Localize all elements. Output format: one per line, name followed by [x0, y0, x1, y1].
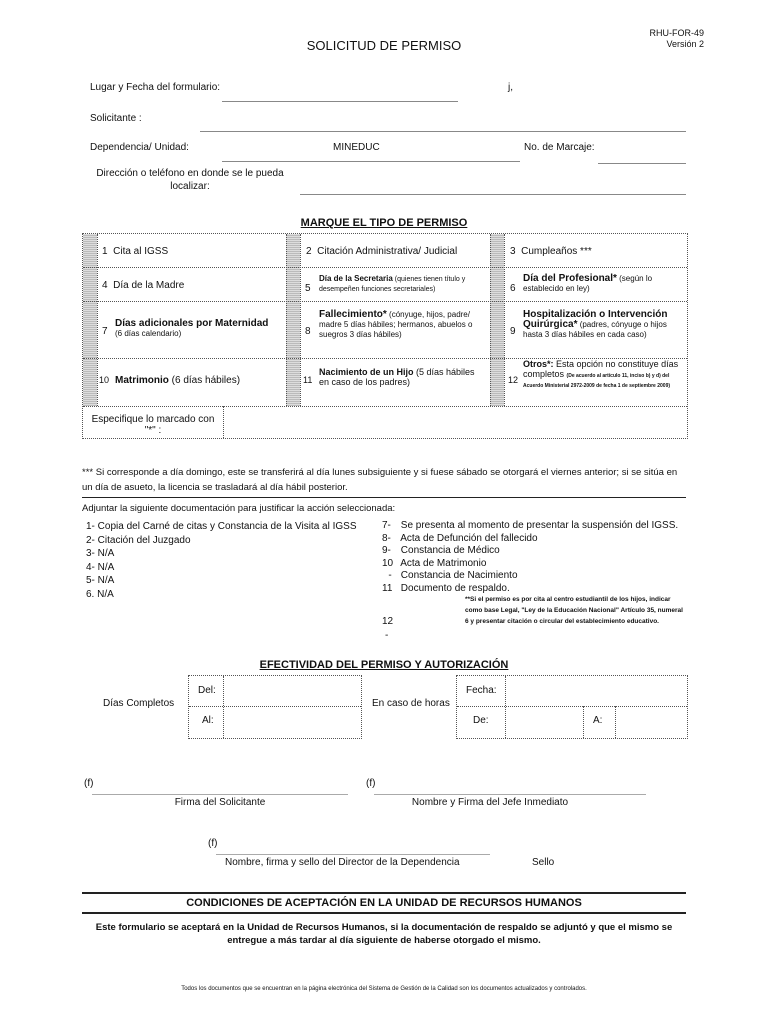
permiso-6-num: 6 [510, 283, 516, 294]
lugar-mark: j, [508, 82, 513, 93]
firma-solicitante-label: Firma del Solicitante [174, 797, 266, 808]
col-line-3 [300, 234, 301, 406]
solicitante-label: Solicitante : [90, 113, 142, 124]
col-line-4 [490, 234, 491, 406]
condiciones-text: Este formulario se aceptará en la Unidad de Recursos Humanos, si la documentación de respaldo se adjuntó y que el mismo se entregue a más tardar al día siguiente de haberse otorgado el mismo. [95, 922, 673, 946]
direccion-field[interactable] [300, 181, 686, 195]
permiso-9-bold: Hospitalización o Intervención Quirúrgica* [523, 309, 668, 330]
doc-9-num: 9- [382, 545, 391, 556]
direccion-line-2: localizar: [170, 181, 210, 192]
doc-fine-print: **Si el permiso es por cita al centro estudiantil de los hijos, indicar como base Legal, "Ley de la Educación Nacional" Artículo 35, numeral 6 y presentar citación o circular del establecimiento educativo. [465, 596, 683, 625]
doc-nacimiento-text: Constancia de Nacimiento [400, 570, 518, 581]
fecha-label: Fecha: [466, 685, 497, 696]
permiso-1-num: 1 [102, 246, 108, 257]
del-field[interactable] [225, 678, 359, 704]
marcaje-field[interactable] [598, 150, 686, 164]
permiso-5-text: (quienes tienen título y desempeñen funciones secretariales) [319, 276, 466, 293]
permiso-3-text: Cumpleaños *** [521, 246, 592, 257]
divider-top [82, 892, 686, 894]
col-line-5 [504, 234, 505, 406]
permiso-12-num: 12 [508, 375, 519, 385]
especifique-text: Especifique lo marcado con [91, 414, 215, 425]
doc-1: 1- Copia del Carné de citas y Constancia de la Visita al IGSS [86, 521, 357, 532]
permiso-7-num: 7 [102, 326, 108, 337]
permiso-8-num: 8 [305, 326, 311, 337]
permiso-1-text: Cita al IGSS [113, 246, 169, 257]
permiso-table [82, 233, 688, 439]
doc-8-num: 8- [382, 532, 391, 544]
permiso-9-text: (padres, cónyuge o hijos hasta 3 días hábiles en cada caso) [523, 320, 667, 339]
efectividad-title: EFECTIVIDAD DEL PERMISO Y AUTORIZACIÓN [259, 659, 509, 671]
a-field[interactable] [617, 708, 685, 736]
horas-box [456, 675, 688, 739]
permiso-5[interactable] [319, 274, 487, 294]
domingo-note: *** Si corresponde a día domingo, este se transferirá al día lunes subsiguiente y si fuese sábado se otorgará el viernes anterior; si se sitúa en un día de asueto, la licencia se trasladará al día hábil posterior. [82, 467, 678, 493]
permiso-7-bold: Días adicionales por Maternidad [115, 318, 269, 329]
dias-box [188, 675, 362, 739]
fecha-field[interactable] [507, 678, 685, 704]
firma-director-label: Nombre, firma y sello del Director de la Dependencia [225, 857, 460, 868]
docs-right-list [382, 520, 687, 595]
doc-2: 2- Citación del Juzgado [86, 534, 191, 546]
permiso-9[interactable] [523, 310, 685, 340]
doc-12-num: 12 [382, 616, 394, 627]
firma-director-f: (f) [208, 838, 218, 849]
doc-4: 4- N/A [86, 561, 115, 573]
firma-solicitante-f: (f) [84, 778, 94, 789]
row-line-1 [83, 267, 687, 268]
condiciones-title: CONDICIONES DE ACEPTACIÓN EN LA UNIDAD DE RECURSOS HUMANOS [186, 897, 582, 909]
horas-row-line [457, 706, 687, 707]
permiso-6-bold: Día del Profesional* [523, 273, 617, 284]
sello-label: Sello [532, 857, 555, 868]
permiso-12-bold: Otros*: [523, 359, 554, 369]
doc-8-text: Acta de Defunción del fallecido [400, 532, 538, 544]
permiso-3-num: 3 [510, 246, 516, 257]
row-line-2 [83, 301, 687, 302]
doc-10-text: Acta de Matrimonio [400, 557, 487, 569]
permiso-12-fine: (De acuerdo al artículo 11, inciso b) y d) del Acuerdo Ministerial 2972-2009 de fecha 1 de septiembre 2009) [523, 373, 671, 389]
doc-10-num: 10 [382, 557, 394, 569]
doc-5: 5- N/A [86, 575, 115, 586]
dias-completos-label: Días Completos [103, 698, 175, 709]
al-field[interactable] [225, 708, 359, 736]
permiso-11-num: 11 [303, 375, 313, 385]
permiso-10-num: 10 [99, 375, 110, 385]
dependencia-value: MINEDUC [333, 142, 380, 153]
firma-solicitante-line[interactable] [92, 780, 348, 795]
permiso-9-num: 9 [510, 326, 516, 337]
permiso-4[interactable] [102, 280, 184, 291]
permiso-12-text: Esta opción no constituye días completos [523, 359, 679, 379]
a-label: A: [593, 715, 603, 726]
docs-left-list [86, 520, 357, 601]
permiso-10-text: (6 días hábiles) [168, 375, 241, 386]
hatch-col-3 [490, 234, 504, 406]
permiso-3[interactable] [510, 246, 592, 257]
divider-1 [82, 497, 686, 498]
footer-note: Todos los documentos que se encuentran en la página electrónica del Sistema de Gestión de la Calidad son los documentos actualizados y controlados. [181, 986, 587, 992]
horas-label: En caso de horas [372, 698, 450, 709]
doc-7-num: 7- [382, 520, 391, 531]
horas-col-line-2 [583, 706, 584, 738]
doc-11-text: Documento de respaldo. [400, 582, 510, 594]
form-version: Versión 2 [666, 39, 704, 49]
al-label: Al: [202, 715, 214, 726]
marcaje-label: No. de Marcaje: [524, 142, 595, 153]
lugar-fecha-label: Lugar y Fecha del formulario: [90, 82, 221, 93]
especifique-field[interactable] [224, 407, 686, 437]
doc-12-dash: - [385, 630, 389, 641]
permiso-12[interactable] [523, 359, 685, 389]
firma-director-line[interactable] [216, 840, 490, 855]
direccion-label [92, 167, 288, 193]
permiso-11-text: (5 días hábiles en caso de los padres) [319, 367, 475, 387]
doc-3: 3- N/A [86, 548, 115, 559]
permiso-8[interactable] [319, 310, 487, 340]
del-label: Del: [198, 685, 216, 696]
permiso-2-text: Citación Administrativa/ Judicial [317, 246, 458, 257]
permiso-title: MARQUE EL TIPO DE PERMISO [300, 217, 468, 229]
form-code: RHU-FOR-49 [649, 28, 704, 38]
permiso-6-text: (según lo establecido en ley) [523, 274, 653, 293]
firma-jefe-label: Nombre y Firma del Jefe Inmediato [411, 797, 569, 808]
solicitante-field[interactable] [200, 118, 686, 132]
permiso-11-bold: Nacimiento de un Hijo [319, 367, 414, 377]
especifique-label [83, 414, 223, 436]
hatch-col-2 [286, 234, 300, 406]
doc-dash-num: - [388, 570, 392, 581]
doc-6: 6. N/A [86, 588, 114, 600]
permiso-11[interactable] [319, 367, 487, 387]
dias-col-line [223, 676, 224, 738]
permiso-7[interactable] [115, 318, 283, 339]
page-title: SOLICITUD DE PERMISO [306, 38, 462, 53]
permiso-10-bold: Matrimonio [115, 375, 169, 386]
permiso-4-text: Día de la Madre [113, 280, 185, 291]
col-line-2 [286, 234, 287, 406]
dependencia-label: Dependencia/ Unidad: [90, 142, 189, 153]
firma-jefe-line[interactable] [374, 780, 646, 795]
horas-col-line [505, 676, 506, 738]
permiso-8-bold: Fallecimiento* [319, 309, 387, 320]
especifique-mark: "*" : [144, 425, 162, 436]
direccion-line-1: Dirección o teléfono en donde se le pueda [96, 168, 284, 179]
permiso-8-text: (cónyuge, hijos, padre/ madre 5 días hábiles; hermanos, abuelos o suegros 3 días hábiles) [319, 310, 473, 339]
doc-7-text: Se presenta al momento de presentar la suspensión del IGSS. [400, 520, 679, 531]
col-line-1 [97, 234, 98, 406]
lugar-fecha-field[interactable] [222, 88, 458, 102]
horas-col-line-3 [615, 706, 616, 738]
permiso-7-text: (6 días calendario) [115, 329, 182, 338]
permiso-1[interactable] [102, 246, 168, 257]
doc-11-num: 11 [382, 582, 393, 594]
permiso-6[interactable] [523, 274, 683, 294]
de-field[interactable] [507, 708, 581, 736]
docs-intro: Adjuntar la siguiente documentación para justificar la acción seleccionada: [82, 503, 396, 514]
permiso-10[interactable] [115, 375, 240, 386]
permiso-4-num: 4 [102, 280, 108, 291]
doc-9-text: Constancia de Médico [400, 545, 500, 556]
firma-jefe-f: (f) [366, 778, 376, 789]
de-label: De: [473, 715, 489, 726]
divider-bottom [82, 912, 686, 914]
permiso-2[interactable] [306, 246, 457, 257]
permiso-2-num: 2 [306, 246, 312, 257]
permiso-5-bold: Día de la Secretaria [319, 274, 393, 283]
dias-row-line [189, 706, 361, 707]
hatch-col-1 [83, 234, 97, 406]
permiso-5-num: 5 [305, 283, 311, 294]
